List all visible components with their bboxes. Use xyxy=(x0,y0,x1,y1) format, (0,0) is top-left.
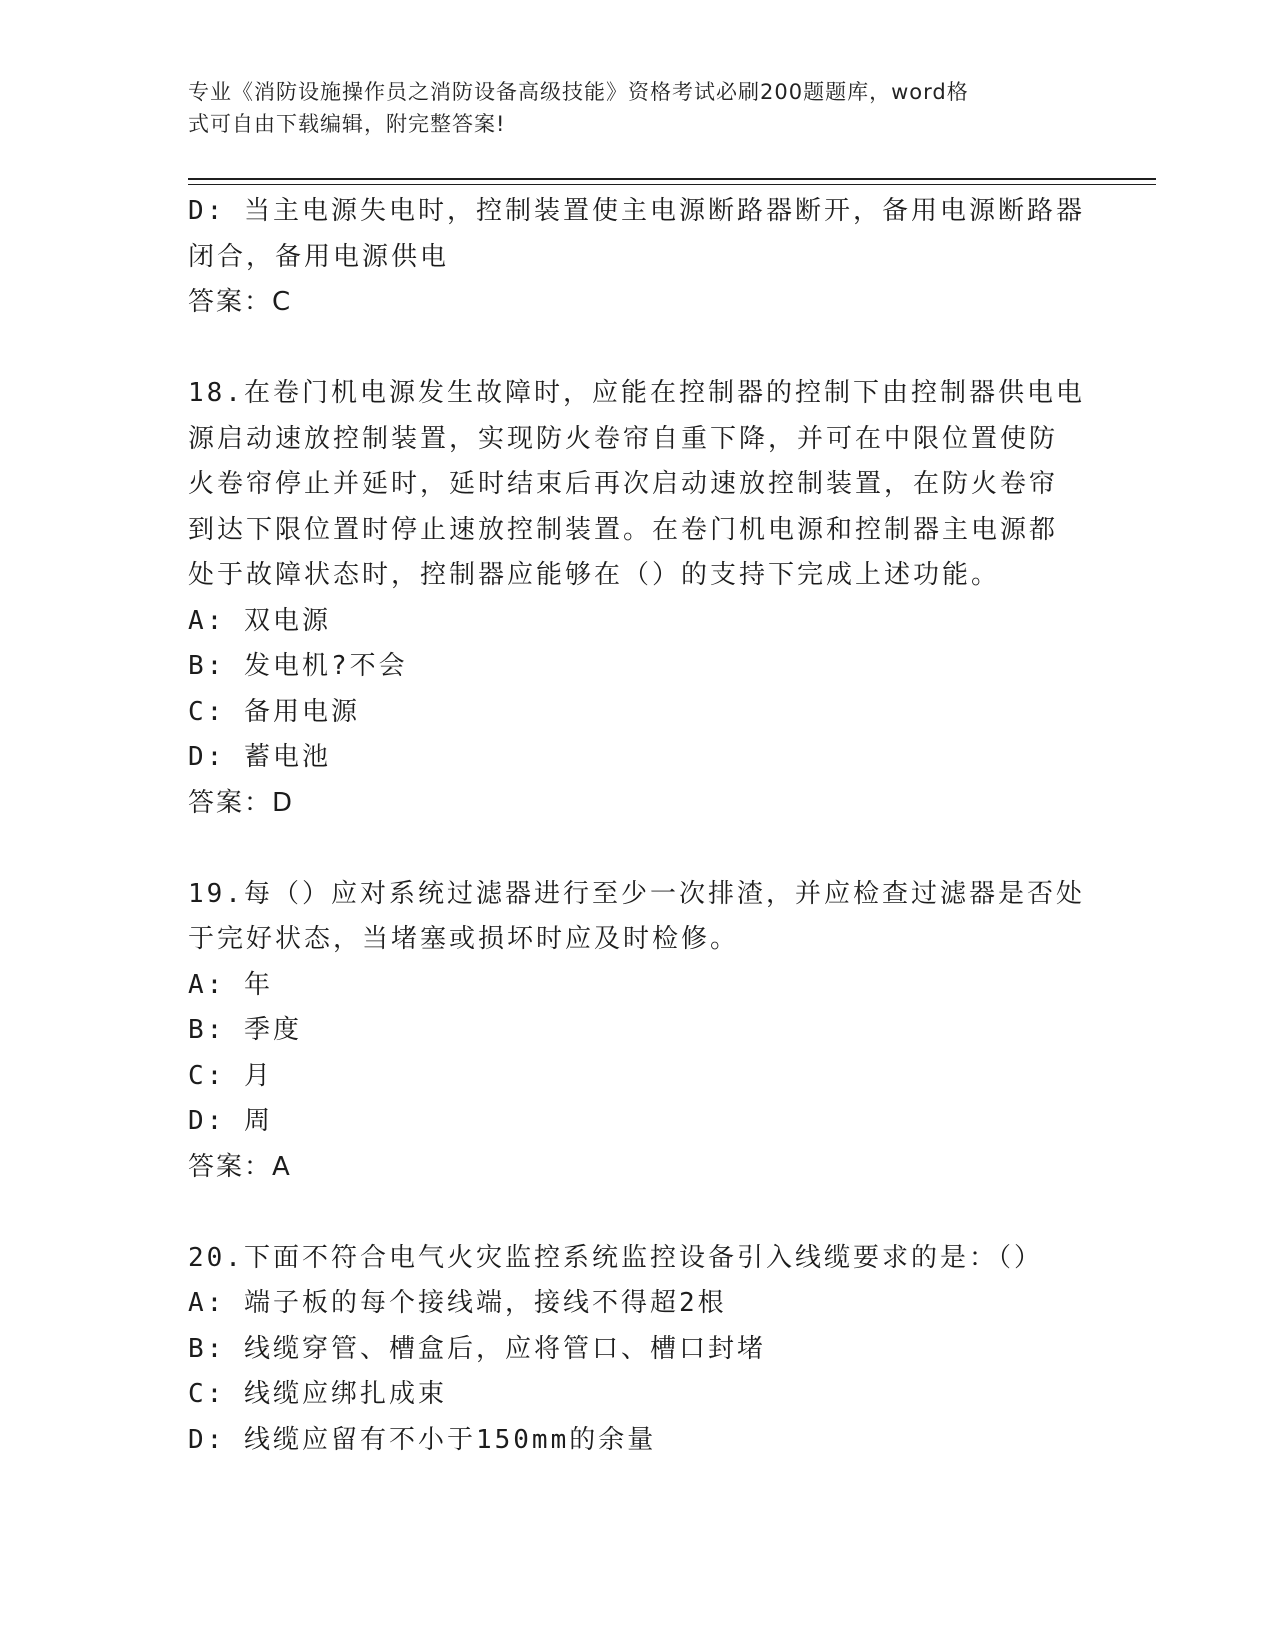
option-d: D: 线缆应留有不小于150mm的余量 xyxy=(188,1424,657,1455)
option-c: C: 线缆应绑扎成束 xyxy=(188,1379,447,1409)
document-header xyxy=(188,76,1068,140)
question-stem-line: 于完好状态，当堵塞或损坏时应及时检修。 xyxy=(188,924,740,954)
header-title-line-1: 专业《消防设施操作员之消防设备高级技能》资格考试必刷200题题库，word格 xyxy=(188,80,969,104)
question-spacer xyxy=(188,326,1088,372)
option-b: B: 线缆穿管、槽盒后，应将管口、槽口封堵 xyxy=(188,1333,766,1364)
question-spacer xyxy=(188,1190,1088,1236)
question-stem-line: 20.下面不符合电气火灾监控系统监控设备引入线缆要求的是：（） xyxy=(188,1242,1043,1273)
question-20 xyxy=(188,1236,1088,1464)
question-stem-line: 18.在卷门机电源发生故障时，应能在控制器的控制下由控制器供电电 xyxy=(188,378,1085,408)
option-d-line-2: 闭合，备用电源供电 xyxy=(188,241,450,272)
option-a: A: 年 xyxy=(188,969,273,1000)
question-17-continuation xyxy=(188,189,1088,326)
question-stem-line: 19.每（）应对系统过滤器进行至少一次排渣，并应检查过滤器是否处 xyxy=(188,878,1085,909)
option-d: D: 周 xyxy=(188,1106,273,1136)
question-19 xyxy=(188,872,1088,1191)
header-divider-thin xyxy=(188,184,1156,185)
option-b: B: 发电机?不会 xyxy=(188,651,408,681)
option-a: A: 双电源 xyxy=(188,605,331,636)
option-d: D: 蓄电池 xyxy=(188,742,331,772)
question-stem-line: 到达下限位置时停止速放控制装置。在卷门机电源和控制器主电源都 xyxy=(188,514,1059,545)
question-content xyxy=(188,189,1088,1463)
option-b: B: 季度 xyxy=(188,1015,302,1045)
header-divider-thick xyxy=(188,178,1156,180)
header-title-line-2: 式可自由下载编辑，附完整答案! xyxy=(188,112,506,136)
question-18 xyxy=(188,371,1088,826)
option-c: C: 备用电源 xyxy=(188,696,360,727)
option-c: C: 月 xyxy=(188,1060,273,1091)
question-stem-line: 火卷帘停止并延时，延时结束后再次启动速放控制装置，在防火卷帘 xyxy=(188,469,1059,499)
answer-line: 答案：D xyxy=(188,787,295,818)
question-stem-line: 源启动速放控制装置，实现防火卷帘自重下降，并可在中限位置使防 xyxy=(188,423,1059,454)
answer-line: 答案：A xyxy=(188,1151,292,1182)
question-spacer xyxy=(188,826,1088,872)
answer-line: 答案：C xyxy=(188,287,293,317)
question-stem-line: 处于故障状态时，控制器应能够在（）的支持下完成上述功能。 xyxy=(188,560,1001,590)
option-a: A: 端子板的每个接线端，接线不得超2根 xyxy=(188,1288,727,1318)
option-d-line-1: D: 当主电源失电时，控制装置使主电源断路器断开，备用电源断路器 xyxy=(188,196,1085,226)
